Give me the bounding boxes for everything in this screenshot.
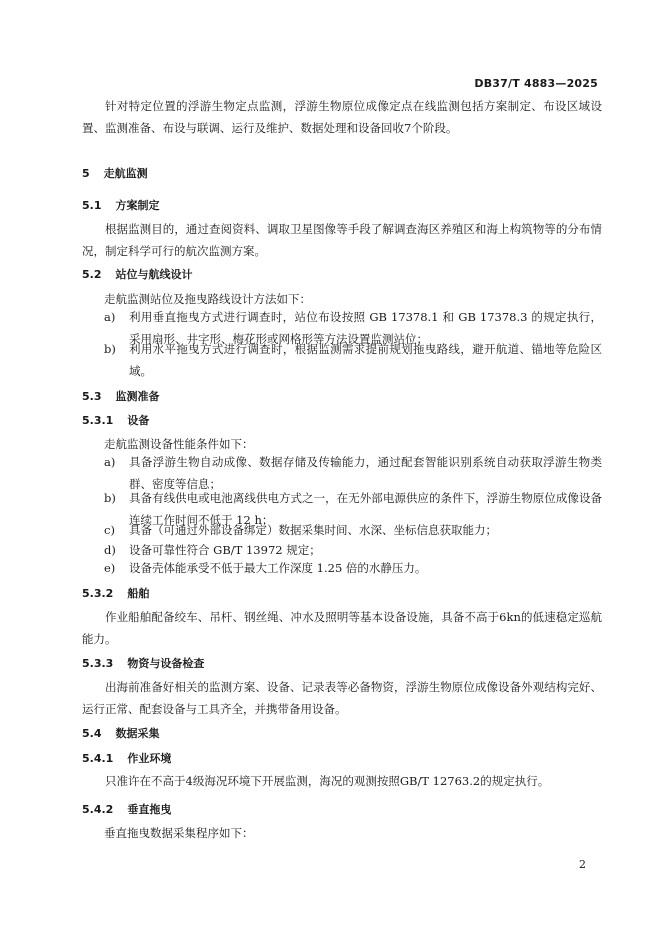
section-title: 物资与设备检查 [127, 657, 205, 670]
list-item-label: b) [104, 342, 116, 356]
section-title: 船舶 [127, 587, 150, 600]
list-item-label: a) [104, 310, 116, 324]
section-title: 作业环境 [127, 752, 172, 765]
section-number: 5.4.1 [82, 752, 114, 765]
list-item-text: 设备壳体能承受不低于最大工作深度 1.25 倍的水静压力。 [129, 561, 427, 575]
section-5-4-heading [82, 725, 160, 741]
section-title: 监测准备 [115, 390, 160, 403]
page-number: 2 [579, 858, 586, 871]
section-5-3-2-body: 作业船舶配备绞车、吊杆、钢丝绳、冲水及照明等基本设备设施，具备不高于6kn的低速稳定巡航能力。 [82, 610, 602, 646]
document-code: DB37/T 4883—2025 [474, 77, 598, 90]
section-5-4-1-body: 只准许在不高于4级海况环境下开展监测，海况的观测按照GB/T 12763.2的规定执行。 [105, 774, 550, 788]
section-5-2-heading [82, 266, 193, 282]
list-item-text: 具备（可通过外部设备绑定）数据采集时间、水深、坐标信息获取能力； [129, 523, 497, 537]
section-5-1-heading [82, 197, 160, 213]
section-5-3-3-body: 出海前准备好相关的监测方案、设备、记录表等必备物资，浮游生物原位成像设备外观结构完好、运行正常、配套设备与工具齐全，并携带备用设备。 [82, 680, 602, 716]
list-item-text: 利用垂直拖曳方式进行调查时，站位布设按照 GB 17378.1 和 GB 17378.3 的规定执行，采用扇形、井字形、梅花形或网格形等方法设置监测站位； [129, 310, 602, 346]
section-5-3-2-heading [82, 585, 149, 601]
list-item [104, 338, 602, 382]
section-5-2-lead: 走航监测站位及拖曳路线设计方法如下： [104, 292, 311, 306]
list-item [104, 557, 602, 579]
section-number: 5.3.3 [82, 657, 114, 670]
section-5-3-1-lead: 走航监测设备性能条件如下： [104, 437, 254, 451]
section-number: 5.3.1 [82, 414, 114, 427]
section-5-4-1-heading [82, 750, 171, 766]
section-5-1-body: 根据监测目的，通过查阅资料、调取卫星图像等手段了解调查海区养殖区和海上构筑物等的分布情况，制定科学可行的航次监测方案。 [82, 222, 602, 258]
section-5-3-1-heading [82, 412, 149, 428]
section-number: 5.3 [82, 390, 102, 403]
section-number: 5.4 [82, 727, 102, 740]
list-item-text: 利用水平拖曳方式进行调查时，根据监测需求提前规划拖曳路线，避开航道、锚地等危险区域。 [129, 342, 602, 378]
section-5-4-2-heading [82, 801, 171, 817]
section-title: 数据采集 [115, 727, 160, 740]
section-number: 5 [82, 167, 90, 180]
section-title: 方案制定 [115, 199, 160, 212]
intro-paragraph: 针对特定位置的浮游生物定点监测，浮游生物原位成像定点在线监测包括方案制定、布设区域设置、监测准备、布设与联调、运行及维护、数据处理和设备回收7个阶段。 [82, 99, 602, 135]
list-item-text: 具备浮游生物自动成像、数据存储及传输能力，通过配套智能识别系统自动获取浮游生物类群、密度等信息； [129, 455, 602, 491]
list-item-label: c) [104, 523, 115, 537]
list-item [104, 519, 602, 541]
section-5-4-2-lead: 垂直拖曳数据采集程序如下： [104, 826, 254, 840]
list-item-text: 设备可靠性符合 GB/T 13972 规定； [129, 543, 321, 557]
section-title: 走航监测 [103, 167, 148, 180]
section-5-3-heading [82, 388, 160, 404]
section-number: 5.4.2 [82, 803, 114, 816]
list-item-text: 具备有线供电或电池离线供电方式之一，在无外部电源供应的条件下，浮游生物原位成像设备连续工作时间不低于 12 h； [129, 491, 602, 527]
list-item-label: e) [104, 561, 116, 575]
list-item-label: d) [104, 543, 116, 557]
section-5-heading [82, 165, 148, 181]
section-5-3-3-heading [82, 655, 204, 671]
section-number: 5.2 [82, 268, 102, 281]
section-number: 5.1 [82, 199, 102, 212]
list-item-label: b) [104, 491, 116, 505]
section-number: 5.3.2 [82, 587, 114, 600]
section-title: 站位与航线设计 [115, 268, 193, 281]
list-item-label: a) [104, 455, 116, 469]
section-title: 设备 [127, 414, 150, 427]
section-title: 垂直拖曳 [127, 803, 172, 816]
